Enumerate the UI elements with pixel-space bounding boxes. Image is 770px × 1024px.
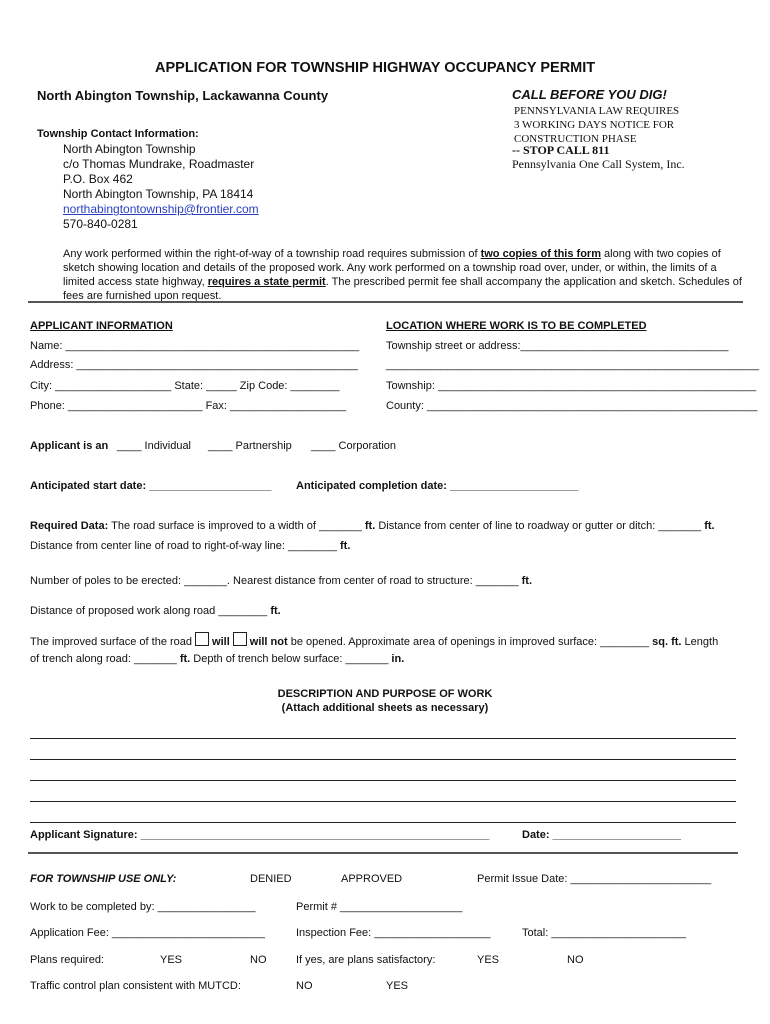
description-line-1[interactable]: [30, 738, 736, 739]
traffic-control-yes[interactable]: YES: [386, 980, 409, 992]
total-fee-field[interactable]: Total: ______________________: [522, 927, 686, 939]
township-use-label: FOR TOWNSHIP USE ONLY:: [30, 873, 177, 885]
trench-line: of trench along road: _______ ft. Depth of trench below surface: _______ in.: [30, 653, 405, 665]
approved-option[interactable]: APPROVED: [341, 873, 403, 885]
county-field[interactable]: County: ______________________________________________________: [386, 400, 758, 412]
township-field[interactable]: Township: ____________________________________________________: [386, 380, 757, 392]
surface-opened-line: The improved surface of the road will will not be opened. Approximate area of openings in improved surface: ________ sq. ft. Length: [30, 632, 718, 648]
description-line-4[interactable]: [30, 801, 736, 802]
contact-label: Township Contact Information:: [37, 128, 199, 140]
traffic-control-label: Traffic control plan consistent with MUTCD:: [30, 980, 241, 992]
permit-number-field[interactable]: Permit # ____________________: [296, 901, 463, 913]
contact-phone: 570-840-0281: [63, 217, 138, 231]
start-date-field[interactable]: Anticipated start date: ____________________: [30, 480, 272, 492]
partnership-option[interactable]: ____ Partnership: [208, 440, 292, 452]
plans-required-yes[interactable]: YES: [160, 954, 183, 966]
township-county: North Abington Township, Lackawanna County: [37, 88, 329, 103]
address-field[interactable]: Address: ______________________________________________: [30, 359, 358, 371]
signature-date-field[interactable]: Date: _____________________: [522, 829, 682, 841]
permit-issue-date-field[interactable]: Permit Issue Date: _______________________: [477, 873, 712, 885]
street-address-field[interactable]: Township street or address:__________________________________: [386, 340, 729, 352]
description-title: DESCRIPTION AND PURPOSE OF WORK: [277, 688, 493, 700]
description-line-5[interactable]: [30, 822, 736, 823]
plans-required-label: Plans required:: [30, 954, 104, 966]
will-checkbox[interactable]: [195, 632, 209, 646]
permit-notice: Any work performed within the right-of-way of a township road requires submission of two copies of this form along with two copies of sketch showing location and details of the proposed work. Any work performed on a township road over, under, or within, the limits of a limited access state highway, requires a state permit. The prescribed permit fee shall accompany the application and sketch. Schedules of fees are furnished upon request.: [63, 248, 742, 302]
contact-address: North Abington Township c/o Thomas Mundrake, Roadmaster P.O. Box 462 North Abington Township, PA 18414 northabingtontownship@frontier.com 570-840-0281: [63, 142, 259, 231]
description-line-3[interactable]: [30, 780, 736, 781]
application-fee-field[interactable]: Application Fee: _________________________: [30, 927, 265, 939]
road-width-line: Required Data: The road surface is improved to a width of _______ ft. Distance from center of line to roadway or gutter or ditch: _______ ft.: [30, 520, 715, 532]
poles-line: Number of poles to be erected: _______. Nearest distance from center of road to structure: _______ ft.: [30, 575, 533, 587]
street-address-line-2[interactable]: _____________________________________________________________: [386, 359, 760, 371]
right-of-way-line: Distance from center line of road to right-of-way line: ________ ft.: [30, 540, 351, 552]
page-title: APPLICATION FOR TOWNSHIP HIGHWAY OCCUPANCY PERMIT: [155, 60, 596, 76]
stop-call-811: -- STOP CALL 811: [512, 143, 610, 157]
contact-email-link[interactable]: northabingtontownship@frontier.com: [63, 202, 259, 216]
applicant-heading: APPLICANT INFORMATION: [30, 320, 173, 332]
pa-one-call: Pennsylvania One Call System, Inc.: [512, 157, 685, 171]
completion-date-field[interactable]: Anticipated completion date: _____________________: [296, 480, 579, 492]
plans-satisfactory-no[interactable]: NO: [567, 954, 584, 966]
phone-fax-field[interactable]: Phone: ______________________ Fax: ___________________: [30, 400, 347, 412]
work-completed-by-field[interactable]: Work to be completed by: ________________: [30, 901, 256, 913]
signature-field[interactable]: Applicant Signature: _________________________________________________________: [30, 829, 490, 841]
description-line-2[interactable]: [30, 759, 736, 760]
description-subtitle: (Attach additional sheets as necessary): [281, 702, 489, 714]
office-divider: [28, 852, 738, 854]
individual-option[interactable]: ____ Individual: [117, 440, 192, 452]
pa-law-notice: PENNSYLVANIA LAW REQUIRES 3 WORKING DAYS NOTICE FOR CONSTRUCTION PHASE: [514, 105, 680, 145]
city-state-zip-field[interactable]: City: ___________________ State: _____ Zip Code: ________: [30, 380, 340, 392]
location-heading: LOCATION WHERE WORK IS TO BE COMPLETED: [386, 320, 647, 332]
traffic-control-no[interactable]: NO: [296, 980, 313, 992]
plans-required-no[interactable]: NO: [250, 954, 267, 966]
section-divider: [28, 301, 743, 303]
will-not-checkbox[interactable]: [233, 632, 247, 646]
denied-option[interactable]: DENIED: [250, 873, 292, 885]
plans-satisfactory-label: If yes, are plans satisfactory:: [296, 954, 436, 966]
work-along-road-line: Distance of proposed work along road ________ ft.: [30, 605, 281, 617]
inspection-fee-field[interactable]: Inspection Fee: ___________________: [296, 927, 491, 939]
applicant-type-label: Applicant is an: [30, 440, 109, 452]
call-before-you-dig-title: CALL BEFORE YOU DIG!: [512, 87, 667, 102]
plans-satisfactory-yes[interactable]: YES: [477, 954, 500, 966]
corporation-option[interactable]: ____ Corporation: [311, 440, 397, 452]
name-field[interactable]: Name: ________________________________________________: [30, 340, 360, 352]
